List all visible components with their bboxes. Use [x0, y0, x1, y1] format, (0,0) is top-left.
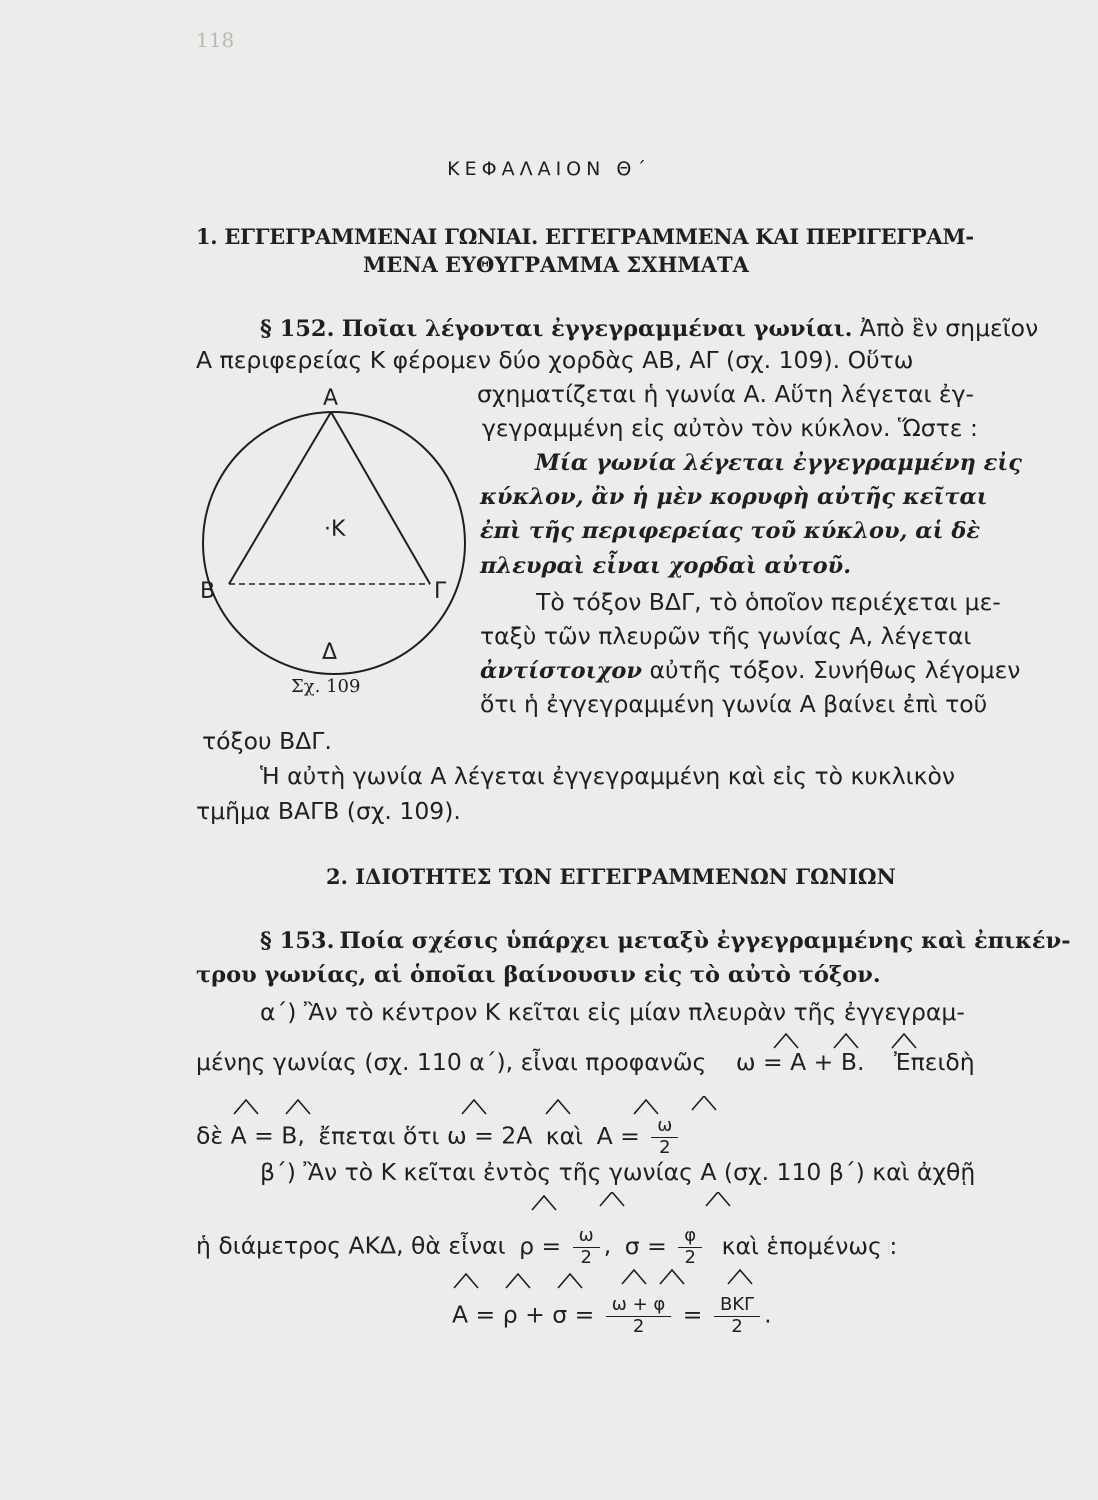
- chord-AB: [229, 412, 331, 584]
- para152-p2-line4: ὅτι ἡ ἐγγεγραμμένη γωνία Α βαίνει ἐπὶ τοῦ: [480, 690, 988, 718]
- para153-title-line1-text: Ποία σχέσις ὑπάρχει μεταξὺ ἐγγεγραμμένης καὶ ἐπικέν-: [339, 928, 1071, 954]
- case-a-line3-start: δὲ: [196, 1121, 224, 1150]
- fraction-bkg-numerator: ΒΚΓ: [714, 1295, 760, 1317]
- para152-p3-line2: τμῆμα ΒΑΓΒ (σχ. 109).: [196, 797, 461, 825]
- fraction-sum: [606, 1295, 671, 1337]
- case-a-line3: [196, 1116, 682, 1158]
- case-a-line2-end: Ἐπειδὴ: [893, 1048, 975, 1076]
- definition-line3: ἐπὶ τῆς περιφερείας τοῦ κύκλου, αἱ δὲ: [480, 518, 981, 544]
- final-equation-equals: =: [682, 1300, 703, 1329]
- para152-line4: γεγραμμένη εἰς αὐτὸν τὸν κύκλον. Ὥστε :: [482, 414, 978, 442]
- fraction-sigma-numerator: φ: [678, 1226, 702, 1248]
- para152-line1: [260, 314, 1038, 342]
- para153-title-line1: [260, 928, 1071, 954]
- final-equation-period: .: [764, 1300, 772, 1329]
- case-b-comma: ,: [603, 1231, 612, 1260]
- final-equation-lhs: Α = ρ + σ =: [452, 1300, 595, 1329]
- label-G: Γ: [434, 579, 447, 604]
- equation-A-lhs: Α =: [596, 1121, 640, 1150]
- hats-line-b: [528, 1192, 748, 1212]
- case-b-line2-text: ἡ διάμετρος ΑΚΔ, θὰ εἶναι: [196, 1231, 506, 1260]
- label-A: Α: [323, 386, 339, 411]
- figure-caption: Σχ. 109: [291, 676, 361, 697]
- hats-line3: [228, 1096, 748, 1116]
- para152-p2-line3: [480, 656, 1020, 684]
- case-a-line2-text: μένης γωνίας (σχ. 110 α΄), εἶναι προφανῶς: [196, 1048, 707, 1076]
- case-b-line1: β΄) Ἂν τὸ Κ κεῖται ἐντὸς τῆς γωνίας Α (σχ. 110 β΄) καὶ ἀχθῇ: [260, 1158, 976, 1186]
- fraction-bkg: [714, 1295, 760, 1337]
- term-antistoichon: ἀντίστοιχον: [480, 658, 642, 684]
- equation-sigma: σ =: [624, 1231, 667, 1260]
- equation-A-equals-B: Α = Β,: [230, 1121, 305, 1150]
- para152-line1-rest: Ἀπὸ ἓν σημεῖον: [859, 314, 1039, 342]
- para152-p2-line1: Τὸ τόξον ΒΔΓ, τὸ ὁποῖον περιέχεται με-: [536, 588, 1001, 616]
- page-number: 118: [196, 28, 235, 52]
- section2-heading: 2. ΙΔΙΟΤΗΤΕΣ ΤΩΝ ΕΓΓΕΓΡΑΜΜΕΝΩΝ ΓΩΝΙΩΝ: [326, 864, 896, 889]
- label-K: ·Κ: [324, 517, 346, 542]
- case-a-line1: α΄) Ἂν τὸ κέντρον Κ κεῖται εἰς μίαν πλευρὰν τῆς ἐγγεγραμ-: [260, 998, 965, 1026]
- definition-line2: κύκλον, ἂν ἡ μὲν κορυφὴ αὐτῆς κεῖται: [480, 484, 988, 510]
- case-a-line3-mid: ἔπεται ὅτι: [318, 1121, 440, 1150]
- fraction-rho-numerator: ω: [573, 1226, 600, 1248]
- fraction-sigma-denominator: 2: [684, 1246, 696, 1268]
- definition-line1: Μία γωνία λέγεται ἐγγεγραμμένη εἰς: [535, 450, 1022, 476]
- equation-omega-2A: ω = 2Α: [446, 1121, 533, 1150]
- case-a-line3-and: καὶ: [545, 1121, 584, 1150]
- case-b-line2: [196, 1226, 897, 1268]
- definition-line4: πλευραὶ εἶναι χορδαὶ αὐτοῦ.: [480, 553, 852, 579]
- para152-title: Ποῖαι λέγονται ἐγγεγραμμέναι γωνίαι.: [341, 316, 853, 342]
- section1-heading-line1: 1. ΕΓΓΕΓΡΑΜΜΕΝΑΙ ΓΩΝΙΑΙ. ΕΓΓΕΓΡΑΜΜΕΝΑ ΚΑΙ ΠΕΡΙΓΕΓΡΑΜ-: [196, 224, 974, 249]
- fraction-omega-numerator: ω: [651, 1116, 678, 1138]
- fraction-omega-over-2: [651, 1116, 678, 1158]
- para152-line3: σχηματίζεται ἡ γωνία Α. Αὕτη λέγεται ἐγ-: [477, 380, 975, 408]
- case-b-line2-end: καὶ ἑπομένως :: [721, 1231, 898, 1260]
- para153-number: § 153.: [260, 928, 335, 954]
- fraction-sum-numerator: ω + φ: [606, 1295, 671, 1317]
- para153-title-line2: τρου γωνίας, αἱ ὁποῖαι βαίνουσιν εἰς τὸ αὐτὸ τόξον.: [196, 962, 881, 988]
- equation-omega-sum: ω = Α + Β.: [735, 1048, 865, 1076]
- fraction-rho-denominator: 2: [580, 1246, 592, 1268]
- fraction-rho: [573, 1226, 600, 1268]
- case-a-line2: [196, 1048, 975, 1076]
- para152-p3-line1: Ἡ αὐτὴ γωνία Α λέγεται ἐγγεγραμμένη καὶ εἰς τὸ κυκλικὸν: [260, 762, 955, 790]
- chord-AG: [331, 412, 430, 584]
- circle: [203, 412, 465, 674]
- para152-p2-line5: τόξου ΒΔΓ.: [202, 727, 332, 755]
- fraction-omega-denominator: 2: [659, 1136, 671, 1158]
- hats-line2: [770, 1030, 940, 1050]
- fraction-sigma: [678, 1226, 702, 1268]
- para152-p2-line3-rest: αὐτῆς τόξον. Συνήθως λέγομεν: [649, 656, 1021, 684]
- label-B: Β: [200, 579, 216, 604]
- equation-rho: ρ =: [519, 1231, 562, 1260]
- hats-final-equation: [450, 1268, 770, 1290]
- fraction-sum-denominator: 2: [632, 1315, 645, 1337]
- fraction-bkg-denominator: 2: [731, 1315, 743, 1337]
- figure-109: [196, 383, 476, 703]
- section1-heading-line2: ΜΕΝΑ ΕΥΘΥΓΡΑΜΜΑ ΣΧΗΜΑΤΑ: [363, 252, 749, 277]
- chapter-title: ΚΕΦΑΛΑΙΟΝ Θ΄: [447, 158, 651, 180]
- final-equation: [452, 1295, 772, 1337]
- para152-p2-line2: ταξὺ τῶν πλευρῶν τῆς γωνίας Α, λέγεται: [480, 622, 972, 650]
- label-D: Δ: [322, 640, 338, 665]
- para152-line2: Α περιφερείας Κ φέρομεν δύο χορδὰς ΑΒ, ΑΓ (σχ. 109). Οὕτω: [196, 346, 914, 374]
- para152-number: § 152.: [260, 316, 335, 342]
